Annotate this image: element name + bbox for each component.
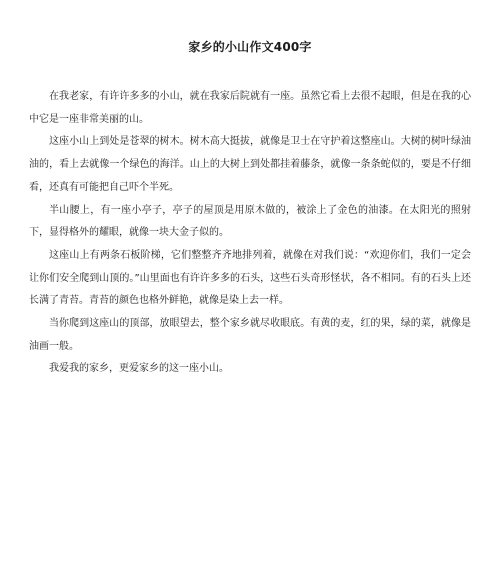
document-title: 家乡的小山作文400字 (188, 40, 312, 54)
paragraph-3: 半山腰上，有一座小亭子，亭子的屋顶是用原木做的，被涂上了金色的油漆。在太阳光的照射下，显得格外的耀眼，就像一块大金子似的。 (29, 204, 471, 239)
document-body (29, 86, 471, 381)
paragraph-6: 我爱我的家乡，更爱家乡的这一座小山。 (49, 363, 229, 375)
paragraph-4: 这座山上有两条石板阶梯，它们整整齐齐地排列着，就像在对我们说：“欢迎你们，我们一定会让你们安全爬到山顶的。”山里面也有许许多多的石头，这些石头奇形怪状，各不相同。有的石头上还长满了青苔。青苔的颜色也格外鲜艳，就像是染上去一样。 (29, 249, 471, 307)
paragraph-1: 在我老家，有许许多多的小山，就在我家后院就有一座。虽然它看上去很不起眼，但是在我的心中它是一座非常美丽的山。 (29, 91, 471, 125)
paragraph-5: 当你爬到这座山的顶部，放眼望去，整个家乡就尽收眼底。有黄的麦，红的果，绿的菜，就像是油画一般。 (29, 318, 471, 352)
paragraph-2: 这座小山上到处是苍翠的树木。树木高大挺拔，就像是卫士在守护着这整座山。大树的树叶绿油油的，看上去就像一个绿色的海洋。山上的大树上到处都挂着藤条，就像一条条蛇似的，要是不仔细看，还真有可能把自己吓个半死。 (29, 136, 471, 193)
